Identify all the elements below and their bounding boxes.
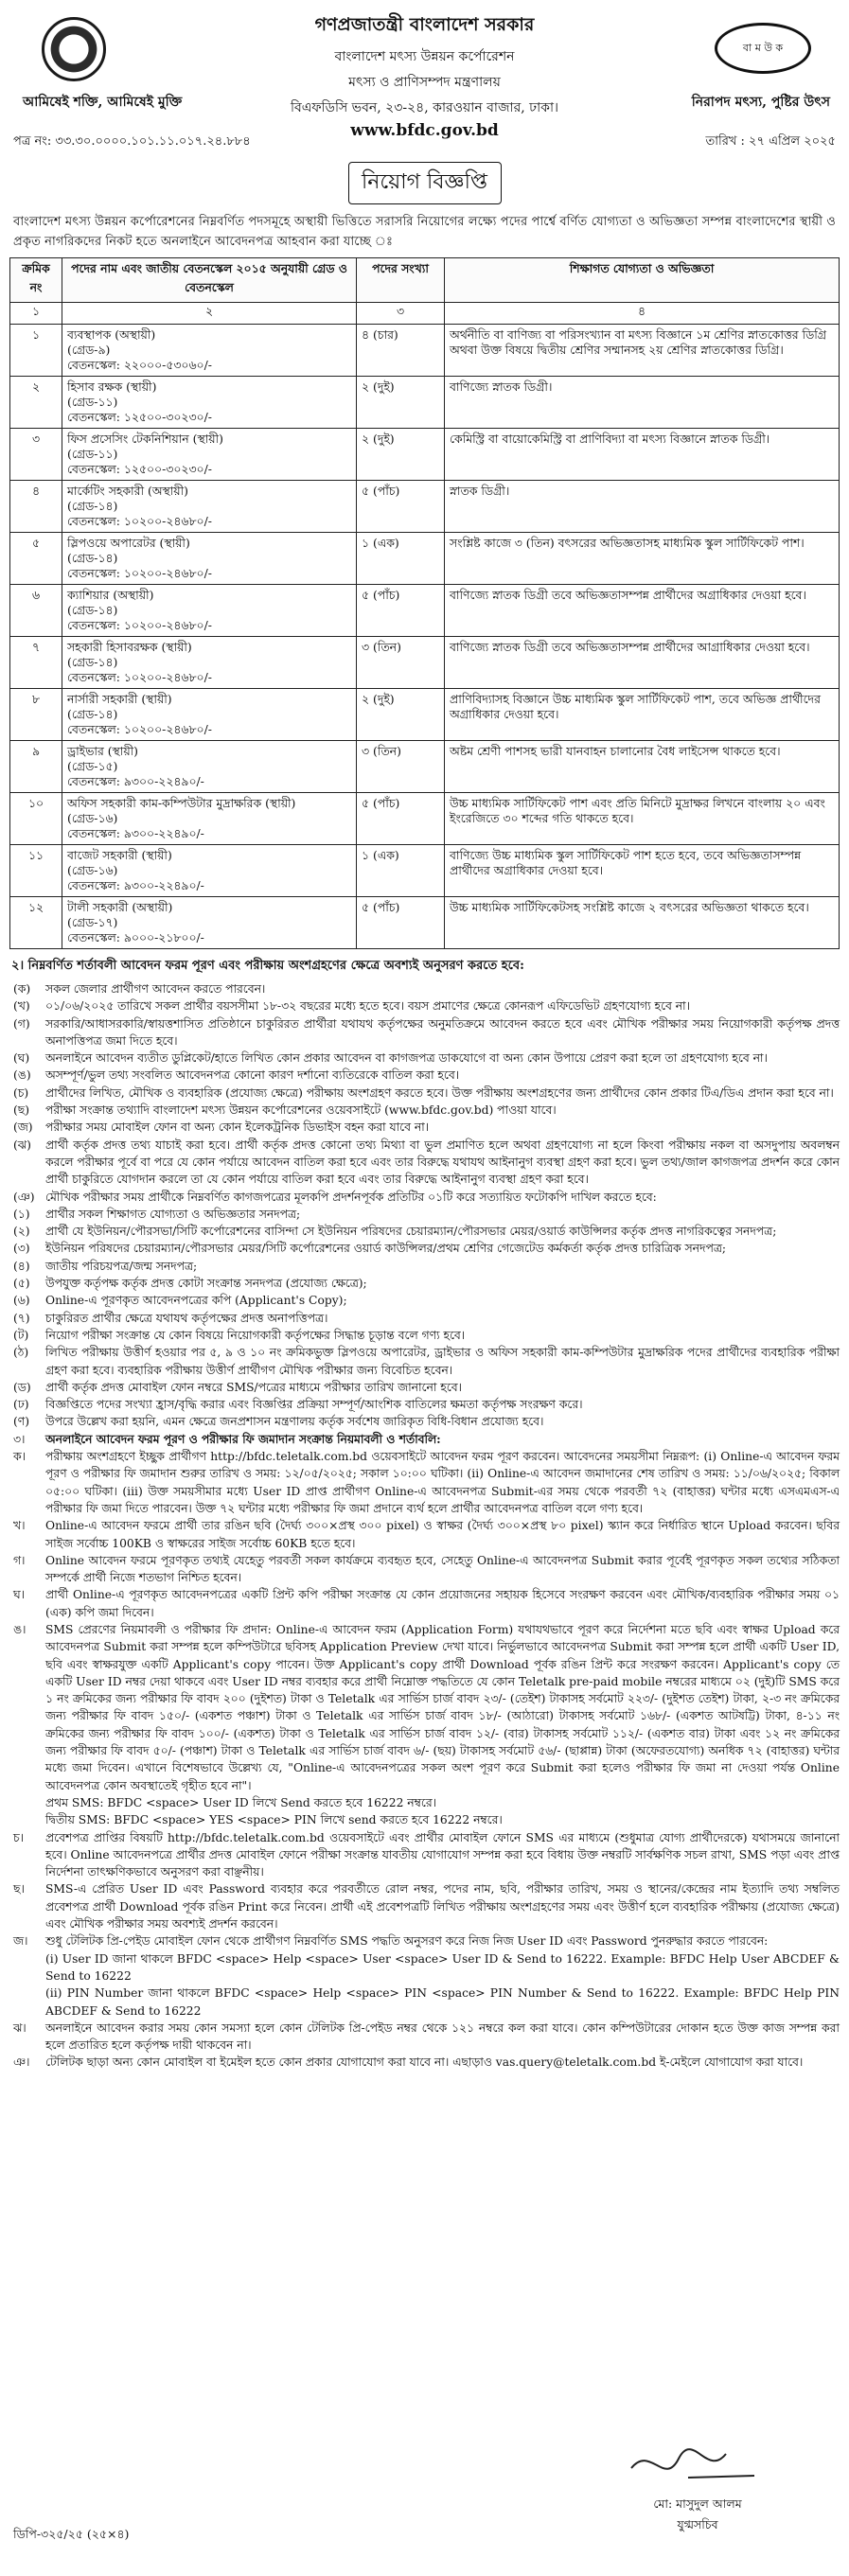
rule-label: (খ)	[13, 999, 30, 1014]
rule-item	[9, 1794, 840, 1811]
rule-item	[9, 1829, 840, 1881]
rule-item	[9, 1137, 840, 1189]
table-row	[10, 637, 840, 689]
cell-post	[62, 741, 357, 793]
rule-item	[9, 1396, 840, 1413]
rule-text: অনলাইনে আবেদন ব্যতীত ডুপ্লিকেট/হাতে লিখিত কোন প্রকার আবেদন বা কাগজপত্র ডাকযোগে বা অন্য কোন উপায়ে প্রেরণ করা হলে তা গ্রহণযোগ্য হবে না।	[45, 1051, 768, 1066]
table-row	[10, 325, 840, 377]
post-name: ড্রাইভার (স্থায়ী)	[67, 744, 139, 758]
footer-code: ডিপি-৩২৫/২৫ (২৫×৪)	[13, 2527, 130, 2541]
cell-serial: ৫	[10, 533, 62, 585]
signatory-name: মো: মাসুদুল আলম	[653, 2497, 742, 2511]
cell-serial: ১২	[10, 897, 62, 949]
rule-item	[9, 1223, 840, 1240]
rule-label: (৪)	[13, 1259, 30, 1273]
slogan-left: আমিষেই শক্তি, আমিষেই মুক্তি	[23, 95, 183, 110]
rule-text: প্রার্থী কর্তৃক প্রদত্ত তথ্য যাচাই করা হবে। প্রার্থী কর্তৃক প্রদত্ত কোনো তথ্য মিথ্যা বা ভুল প্রমাণিত হলে অথবা গ্রহণযোগ্য না হলে কিংবা পরীক্ষায় নকল বা অসদুপায় অবলম্বন করলে পরীক্ষার পূর্বে বা পরে যে কোন পর্যায়ে আবেদন বাতিল করা হবে এবং তার বিরুদ্ধে যথাযথ আইনানুগ ব্যবস্থা গ্রহণ করা হবে। ভুল তথ্য/জাল কাগজপত্র প্রদর্শন করে কোন প্রার্থী চাকুরিতে যোগদান করলে তা যে কোন পর্যায়ে বাতিল করা হবে এবং তার বিরুদ্ধে আইনানুগ ব্যবস্থা গ্রহণ করা হবে।	[45, 1138, 840, 1187]
col-number: ৩	[357, 303, 445, 325]
post-name: টালী সহকারী (অস্থায়ী)	[67, 900, 173, 914]
rules-heading: ২। নিম্নবর্ণিত শর্তাবলী আবেদন ফরম পূরণ এবং পরীক্ষায় অংশগ্রহণের ক্ষেত্রে অবশ্যই অনুসরণ করতে হবে:	[11, 959, 524, 973]
cell-qualification: সংশ্লিষ্ট কাজে ৩ (তিন) বৎসরের অভিজ্ঞতাসহ মাধ্যমিক স্কুল সার্টিফিকেট পাশ।	[445, 533, 840, 585]
handwritten-signature	[593, 2440, 802, 2493]
rule-item	[9, 1932, 840, 1950]
rule-label: (ড)	[13, 1380, 31, 1394]
government-name: গণপ্রজাতন্ত্রী বাংলাদেশ সরকার	[314, 14, 535, 35]
rule-item	[9, 1448, 840, 1517]
rule-label	[9, 1811, 45, 1828]
rule-text: Online-এ আবেদন ফরমে প্রার্থী তার রঙিন ছবি (দৈর্ঘ্য ৩০০×প্রস্থ ৩০০ pixel) ও স্বাক্ষর (দৈর্ঘ্য ৩০০×প্রস্থ ৮০ pixel) স্ক্যান করে নির্ধারিত স্থানে Upload করবেন। ছবির সাইজ সর্বোচ্চ 100KB ও স্বাক্ষরের সাইজ সর্বোচ্চ 60KB হতে হবে।	[45, 1519, 840, 1550]
rule-text: প্রার্থী Online-এ পূরণকৃত আবেদনপত্রের একটি প্রিন্ট কপি পরীক্ষা সংক্রান্ত যে কোন প্রয়োজনের সহায়ক হিসেবে সংরক্ষণ করবেন এবং মৌখিক/ব্যবহারিক পরীক্ষার সময় ০১ (এক) কপি জমা দিবেন।	[45, 1588, 840, 1619]
cell-post	[62, 429, 357, 481]
post-name: স্লিপওয়ে অপারেটর (স্থায়ী)	[67, 536, 190, 550]
post-grade: (গ্রেড-১৫)	[67, 759, 118, 773]
rule-text: প্রার্থী যে ইউনিয়ন/পৌরসভা/সিটি কর্পোরেশনের বাসিন্দা সে ইউনিয়ন পরিষদের চেয়ারম্যান/পৌরসভার মেয়র/ওয়ার্ড কাউন্সিলর কর্তৃক প্রদত্ত নাগরিকত্বের সনদপত্র;	[45, 1225, 777, 1239]
rule-item	[9, 997, 840, 1015]
cell-post	[62, 689, 357, 741]
signature-block	[593, 2440, 802, 2536]
rule-label: (চ)	[13, 1085, 29, 1100]
cell-post	[62, 793, 357, 845]
rule-label: (৩)	[13, 1242, 30, 1256]
cell-qualification: কেমিস্ট্রি বা বায়োকেমিস্ট্রি বা প্রাণিবিদ্যা বা মৎস্য বিজ্ঞানে স্নাতক ডিগ্রী।	[445, 429, 840, 481]
cell-count: ২ (দুই)	[357, 689, 445, 741]
rule-text: প্রার্থীর সকল শিক্ষাগত যোগ্যতা ও অভিজ্ঞতার সনদপত্র;	[45, 1207, 301, 1221]
rule-item	[9, 1950, 840, 1985]
intro-paragraph: বাংলাদেশ মৎস্য উন্নয়ন কর্পোরেশনের নিম্নবর্ণিত পদসমূহে অস্থায়ী ভিত্তিতে সরাসরি নিয়োগের লক্ষ্যে পদের পার্শ্বে বর্ণিত যোগ্যতা ও অভিজ্ঞতা সম্পন্ন বাংলাদেশের স্থায়ী ও প্রকৃত নাগরিকদের নিকট হতে অনলাইনে আবেদনপত্র আহবান করা যাচ্ছে ঃ	[13, 215, 836, 249]
cell-count: ২ (দুই)	[357, 429, 445, 481]
cell-count: ১ (এক)	[357, 845, 445, 897]
rule-text: (i) User ID জানা থাকলে BFDC <space> Help <space> User <space> User ID & Send to 16222. Example: BFDC Help User ABCDEF & Send to 16222	[45, 1951, 840, 1983]
post-grade: (গ্রেড-৯)	[67, 343, 111, 357]
rule-item	[9, 1327, 840, 1344]
rule-text: সকল জেলার প্রার্থীগণ আবেদন করতে পারবেন।	[45, 982, 266, 996]
rule-text: মৌখিক পরীক্ষার সময় প্রার্থীকে নিম্নবর্ণিত কাগজপত্রের মূলকপি প্রদর্শনপূর্বক প্রতিটির ০১টি করে সত্যায়িত ফটোকপি দাখিল করতে হবে:	[45, 1190, 657, 1204]
col-number: ৪	[445, 303, 840, 325]
post-scale: বেতনস্কেল: ১০২০০-২৪৬৮০/-	[67, 618, 212, 632]
rule-text: শুধু টেলিটক প্রি-পেইড মোবাইল ফোন থেকে প্রার্থীগণ নিম্নবর্ণিত SMS পদ্ধতি অনুসরণ করে নিজ নিজ User ID এবং Password পুনরুদ্ধার করতে পারবেন:	[45, 1934, 769, 1949]
cell-qualification: অর্থনীতি বা বাণিজ্য বা পরিসংখ্যান বা মৎস্য বিজ্ঞানে ১ম শ্রেণির স্নাতকোত্তর ডিগ্রি অথবা উক্ত বিষয়ে দ্বিতীয় শ্রেণির সম্মানসহ ২য় শ্রেণির স্নাতকোত্তর ডিগ্রি।	[445, 325, 840, 377]
rule-text: (ii) PIN Number জানা থাকলে BFDC <space> Help <space> PIN <space> PIN Number & Send to 16222. Example: BFDC Help PIN ABCDEF & Send to 16222	[45, 1986, 840, 2018]
cell-qualification: বাণিজ্যে স্নাতক ডিগ্রী তবে অভিজ্ঞতাসম্পন্ন প্রার্থীদের অগ্রাধিকার দেওয়া হবে।	[445, 585, 840, 637]
rule-text: লিখিত পরীক্ষায় উত্তীর্ণ হওয়ার পর ৫, ৯ ও ১০ নং ক্রমিকভুক্ত স্লিপওয়ে অপারেটর, ড্রাইভার ও অফিস সহকারী কাম-কম্পিউটার মুদ্রাক্ষরিক পদের প্রার্থীদের ব্যবহারিক পরীক্ষা গ্রহণ করা হবে। ব্যবহারিক পরীক্ষায় উত্তীর্ণ প্রার্থীগণ মৌখিক পরীক্ষার জন্য বিবেচিত হবেন।	[45, 1346, 840, 1377]
cell-post	[62, 533, 357, 585]
rule-label: (ঙ)	[13, 1068, 31, 1083]
signatory-title: যুগ্মসচিব	[677, 2517, 718, 2532]
post-grade: (গ্রেড-১৪)	[67, 499, 118, 513]
table-row	[10, 793, 840, 845]
table-row	[10, 377, 840, 429]
cell-qualification: স্নাতক ডিগ্রী।	[445, 481, 840, 533]
header-count: পদের সংখ্যা	[357, 258, 445, 303]
table-row	[10, 741, 840, 793]
header-post: পদের নাম এবং জাতীয় বেতনস্কেল ২০১৫ অনুযায়ী গ্রেড ও বেতনস্কেল	[62, 258, 357, 303]
post-name: বাজেট সহকারী (স্থায়ী)	[67, 848, 172, 862]
website-link[interactable]: www.bfdc.gov.bd	[350, 121, 499, 140]
rule-label: চ।	[13, 1830, 25, 1844]
post-name: অফিস সহকারী কাম-কম্পিউটার মুদ্রাক্ষরিক (স্থায়ী)	[67, 796, 296, 810]
rules-list	[9, 980, 840, 2072]
rule-label: (ঝ)	[13, 1138, 31, 1152]
post-scale: বেতনস্কেল: ৯০০০-২১৮০০/-	[67, 930, 204, 944]
post-grade: (গ্রেড-১৬)	[67, 811, 118, 825]
rule-label: (জ)	[13, 1120, 33, 1135]
rule-text: চাকুরিরত প্রার্থীর ক্ষেত্রে যথাযথ কর্তৃপক্ষের প্রদত্ত অনাপত্তিপত্র।	[45, 1311, 328, 1325]
rule-item	[9, 1258, 840, 1275]
rule-label: (ছ)	[13, 1103, 30, 1118]
cell-count: ৫ (পাঁচ)	[357, 585, 445, 637]
office-address: বিএফডিসি ভবন, ২৩-২৪, কারওয়ান বাজার, ঢাকা।	[290, 100, 559, 115]
header-qualification: শিক্ষাগত যোগ্যতা ও অভিজ্ঞতা	[445, 258, 840, 303]
post-grade: (গ্রেড-১৪)	[67, 655, 118, 669]
post-grade: (গ্রেড-১৪)	[67, 603, 118, 617]
rule-label: (ঘ)	[13, 1051, 30, 1066]
rule-text: প্রার্থীদের লিখিত, মৌখিক ও ব্যবহারিক (প্রযোজ্য ক্ষেত্রে) পরীক্ষায় অংশগ্রহণ করতে হবে। উক্ত পরীক্ষায় অংশগ্রহণের জন্য প্রার্থীদের কোন প্রকার টিএ/ডিএ প্রদান করা হবে না।	[45, 1085, 834, 1100]
rule-text: দ্বিতীয় SMS: BFDC <space> YES <space> PIN লিখে send করতে হবে 16222 নম্বরে।	[45, 1813, 503, 1827]
rule-text: প্রবেশপত্র প্রাপ্তির বিষয়টি http://bfdc.teletalk.com.bd ওয়েবসাইটে এবং প্রার্থীর মোবাইল ফোনে SMS এর মাধ্যমে (শুধুমাত্র যোগ্য প্রার্থীদেরকে) যথাসময়ে জানানো হবে। Online আবেদনপত্রে প্রার্থীর প্রদত্ত মোবাইল ফোনে পরীক্ষা সংক্রান্ত যাবতীয় যোগাযোগ সম্পন্ন করা হবে বিধায় উক্ত নম্বরটি সার্বক্ষণিক সচল রাখা, SMS পড়া এবং প্রাপ্ত নির্দেশনা তাৎক্ষণিকভাবে অনুসরণ করা বাঞ্ছনীয়।	[45, 1830, 840, 1879]
rule-text: বিজ্ঞপ্তিতে পদের সংখ্যা হ্রাস/বৃদ্ধি করার এবং বিজ্ঞপ্তির প্রক্রিয়া সম্পূর্ণ/আংশিক বাতিলের ক্ষমতা কর্তৃপক্ষ সংরক্ষণ করে।	[45, 1398, 583, 1412]
cell-serial: ১০	[10, 793, 62, 845]
rule-text: টেলিটক ছাড়া অন্য কোন মোবাইল বা ইমেইল হতে কোন প্রকার যোগাযোগ করা যাবে না। এছাড়াও vas.query@teletalk.com.bd ই-মেইলে যোগাযোগ করা যাবে।	[45, 2056, 804, 2070]
slogan-right: নিরাপদ মৎস্য, পুষ্টির উৎস	[691, 95, 830, 110]
rule-text: Online আবেদন ফরমে পূরণকৃত তথ্যই যেহেতু পরবর্তী সকল কার্যক্রমে ব্যবহৃত হবে, সেহেতু Online-এ আবেদনপত্র Submit করার পূর্বেই পূরণকৃত সকল তথ্যের সঠিকতা সম্পর্কে প্রার্থী নিজে শতভাগ নিশ্চিত হবেন।	[45, 1553, 840, 1585]
rule-text: জাতীয় পরিচয়পত্র/জন্ম সনদপত্র;	[45, 1259, 198, 1273]
cell-post	[62, 637, 357, 689]
rule-label: ক।	[13, 1450, 27, 1464]
memo-number: পত্র নং: ৩৩.৩০.০০০০.১০১.১১.০১৭.২৪.৮৮৪	[13, 134, 251, 149]
notice-page	[9, 9, 840, 2567]
cell-post	[62, 325, 357, 377]
post-grade: (গ্রেড-১১)	[67, 395, 118, 409]
rule-text: অসম্পূর্ণ/ভুল তথ্য সংবলিত আবেদনপত্র কোনো কারণ দর্শানো ব্যতিরেকে বাতিল করা হবে।	[45, 1068, 460, 1083]
rule-text: অনলাইনে আবেদন ফরম পূরণ ও পরীক্ষার ফি জমাদান সংক্রান্ত নিয়মাবলী ও শর্তাবলি:	[45, 1431, 441, 1446]
post-scale: বেতনস্কেল: ৯৩০০-২২৪৯০/-	[67, 774, 204, 788]
post-scale: বেতনস্কেল: ১০২০০-২৪৬৮০/-	[67, 514, 212, 528]
post-grade: (গ্রেড-১৪)	[67, 551, 118, 565]
corporation-name: বাংলাদেশ মৎস্য উন্নয়ন কর্পোরেশন	[334, 49, 515, 64]
logo-text: বা ম উ ক	[742, 41, 784, 54]
rule-item	[9, 1985, 840, 2020]
rule-text: প্রথম SMS: BFDC <space> User ID লিখে Send করতে হবে 16222 নম্বরে।	[45, 1795, 436, 1809]
cell-count: ৫ (পাঁচ)	[357, 793, 445, 845]
post-scale: বেতনস্কেল: ১২৫০০-৩০২৩০/-	[67, 462, 212, 476]
posts-table	[9, 257, 840, 949]
rule-text: উপযুক্ত কর্তৃপক্ষ কর্তৃক প্রদত্ত কোটা সংক্রান্ত সনদপত্র (প্রযোজ্য ক্ষেত্রে);	[45, 1277, 367, 1291]
rule-label: (ক)	[13, 982, 31, 996]
table-row	[10, 897, 840, 949]
rule-item	[9, 1102, 840, 1119]
rule-label: (৬)	[13, 1294, 30, 1308]
rule-text: SMS প্রেরণের নিয়মাবলী ও পরীক্ষার ফি প্রদান: Online-এ আবেদন ফরম (Application Form) যথাযথভাবে পূরণ করে নির্দেশনা মতে ছবি এবং স্বাক্ষর Upload করে আবেদনপত্র Submit করা সম্পন্ন হলে কম্পিউটারে ছবিসহ Application Preview দেখা যাবে। নির্ভুলভাবে আবেদনপত্র Submit করা সম্পন্ন হলে প্রার্থী একটি User ID, ছবি এবং স্বাক্ষরযুক্ত একটি Applicant's copy পাবেন। উক্ত Applicant's copy প্রার্থী Download পূর্বক রঙিন প্রিন্ট করে সংরক্ষণ করবেন। Applicant's copy তে একটি User ID নম্বর দেয়া থাকবে এবং User ID নম্বর ব্যবহার করে প্রার্থী নিম্নোক্ত পদ্ধতিতে যে কোন Teletalk pre-paid mobile নম্বরের মাধ্যমে ০২ (দুই)টি SMS করে ১ নং ক্রমিকের জন্য পরীক্ষার ফি বাবদ ২০০ (দুইশত) টাকা ও Teletalk এর সার্ভিস চার্জ বাবদ ২৩/- (তেইশ) টাকাসহ সর্বমোট ২২৩/- (দুইশত তেইশ) টাকা, ২-৩ নং ক্রমিকের জন্য পরীক্ষার ফি বাবদ ১৫০/- (একশত পঞ্চাশ) টাকা ও Teletalk এর সার্ভিস চার্জ বাবদ ১৮/- (আঠারো) টাকাসহ সর্বমোট ১৬৮/- (একশত আটষট্টি) টাকা, ৪-১১ নং ক্রমিকের জন্য পরীক্ষার ফি বাবদ ১০০/- (একশত) টাকা ও Teletalk এর সার্ভিস চার্জ বাবদ ১২/- (বার) টাকাসহ সর্বমোট ১১২/- (একশত বার) টাকা এবং ১২ নং ক্রমিকের জন্য পরীক্ষার ফি বাবদ ৫০/- (পঞ্চাশ) টাকা ও Teletalk এর সার্ভিস চার্জ বাবদ ৬/- (ছয়) টাকাসহ সর্বমোট ৫৬/- (ছাপ্পান্ন) টাকা (অফেরতযোগ্য) অনধিক ৭২ (বাহাত্তর) ঘন্টার মধ্যে জমা দিবেন। এখানে বিশেষভাবে উল্লেখ্য যে, "Online-এ আবেদনপত্রের সকল অংশ পূরণ করে Submit করা হলেও পরীক্ষার ফি জমা না দেওয়া পর্যন্ত Online আবেদনপত্র কোন অবস্থাতেই গৃহীত হবে না"।	[45, 1622, 840, 1792]
rule-label: (গ)	[13, 1016, 30, 1031]
post-grade: (গ্রেড-১৬)	[67, 863, 118, 877]
rule-item	[9, 1067, 840, 1084]
table-row	[10, 481, 840, 533]
rule-label	[9, 1985, 45, 2020]
cell-post	[62, 897, 357, 949]
rule-text: অনলাইনে আবেদন করার সময় কোন সমস্যা হলে কোন টেলিটক প্রি-পেইড নম্বর থেকে ১২১ নম্বরে কল করা যাবে। কোন কম্পিউটারের দোকান হতে উক্ত কাজ সম্পন্ন করা হলে প্রতারিত হলে কর্তৃপক্ষ দায়ী থাকবেন না।	[45, 2020, 840, 2053]
table-row	[10, 429, 840, 481]
rule-label: ঘ।	[13, 1588, 25, 1602]
rule-item	[9, 1586, 840, 1621]
cell-qualification: অষ্টম শ্রেণী পাশসহ ভারী যানবাহন চালানোর বৈধ লাইসেন্স থাকতে হবে।	[445, 741, 840, 793]
cell-serial: ২	[10, 377, 62, 429]
post-grade: (গ্রেড-১৭)	[67, 915, 118, 929]
cell-post	[62, 481, 357, 533]
cell-post	[62, 585, 357, 637]
rule-label: (ণ)	[13, 1415, 30, 1429]
rule-text: উপরে উল্লেখ করা হয়নি, এমন ক্ষেত্রে জনপ্রশাসন মন্ত্রণালয় কর্তৃক সর্বশেষ জারিকৃত বিধি-বিধান প্রযোজ্য হবে।	[45, 1415, 544, 1429]
rule-text: ০১/০৬/২০২৫ তারিখে সকল প্রার্থীর বয়সসীমা ১৮-৩২ বছরের মধ্যে হতে হবে। বয়স প্রমাণের ক্ষেত্রে কোনরূপ এফিডেভিট গ্রহণযোগ্য হবে না।	[45, 999, 691, 1014]
cell-count: ৪ (চার)	[357, 325, 445, 377]
cell-count: ৫ (পাঁচ)	[357, 481, 445, 533]
rule-label: (৭)	[13, 1311, 30, 1325]
rule-item	[9, 2020, 840, 2055]
rule-text: পরীক্ষার সময় মোবাইল ফোন বা অন্য কোন ইলেকট্রনিক ডিভাইস বহন করা যাবে না।	[45, 1120, 430, 1135]
rule-item	[9, 1811, 840, 1828]
ministry-name: মৎস্য ও প্রাণিসম্পদ মন্ত্রণালয়	[348, 75, 501, 90]
rule-label: গ।	[13, 1553, 26, 1567]
rule-label: (৫)	[13, 1277, 30, 1291]
rule-item	[9, 1050, 840, 1067]
rule-label: (ঢ)	[13, 1398, 29, 1412]
rule-text: নিয়োগ পরীক্ষা সংক্রান্ত যে কোন বিষয়ে নিয়োগকারী কর্তৃপক্ষের সিদ্ধান্ত চূড়ান্ত বলে গণ্য হবে।	[45, 1328, 466, 1342]
rule-item	[9, 1292, 840, 1309]
table-row	[10, 689, 840, 741]
rule-label	[9, 1794, 45, 1811]
rule-label: ৩।	[13, 1432, 26, 1446]
rule-item	[9, 1517, 840, 1552]
cell-serial: ৭	[10, 637, 62, 689]
table-row	[10, 533, 840, 585]
rule-item	[9, 1119, 840, 1136]
rule-label: ঙ।	[13, 1622, 27, 1636]
post-scale: বেতনস্কেল: ১০২০০-২৪৬৮০/-	[67, 670, 212, 684]
post-scale: বেতনস্কেল: ৯৩০০-২২৪৯০/-	[67, 878, 204, 892]
rule-text: ইউনিয়ন পরিষদের চেয়ারম্যান/পৌরসভার মেয়র/সিটি কর্পোরেশনের ওয়ার্ড কাউন্সিলর/প্রথম শ্রেণির গেজেটেড কর্মকর্তা কর্তৃক প্রদত্ত চারিত্রিক সনদপত্র;	[45, 1242, 726, 1256]
rule-item	[9, 1189, 840, 1206]
rule-label: ছ।	[13, 1882, 25, 1897]
post-scale: বেতনস্কেল: ১২৫০০-৩০২৩০/-	[67, 410, 212, 424]
cell-serial: ৮	[10, 689, 62, 741]
header-serial: ক্রমিক নং	[10, 258, 62, 303]
cell-serial: ৬	[10, 585, 62, 637]
post-name: সহকারী হিসাবরক্ষক (স্থায়ী)	[67, 640, 192, 654]
rule-item	[9, 1344, 840, 1379]
cell-count: ১ (এক)	[357, 533, 445, 585]
rule-item	[9, 1240, 840, 1257]
col-number: ২	[62, 303, 357, 325]
rule-text: Online-এ পূরণকৃত আবেদনপত্রের কপি (Applicant's Copy);	[45, 1294, 347, 1308]
post-name: ব্যবস্থাপক (অস্থায়ী)	[67, 327, 156, 342]
cell-qualification: উচ্চ মাধ্যমিক সার্টিফিকেটসহ সংশ্লিষ্ট কাজে ২ বৎসরের অভিজ্ঞতা থাকতে হবে।	[445, 897, 840, 949]
cell-serial: ৩	[10, 429, 62, 481]
post-scale: বেতনস্কেল: ২২০০০-৫৩০৬০/-	[67, 358, 212, 372]
cell-qualification: প্রাণিবিদ্যাসহ বিজ্ঞানে উচ্চ মাধ্যমিক স্কুল সার্টিফিকেট পাশ, তবে অভিজ্ঞ প্রার্থীদের অগ্রাধিকার দেওয়া হবে।	[445, 689, 840, 741]
post-scale: বেতনস্কেল: ৯৩০০-২২৪৯০/-	[67, 826, 204, 840]
post-scale: বেতনস্কেল: ১০২০০-২৪৬৮০/-	[67, 566, 212, 580]
rule-label: (১)	[13, 1207, 30, 1221]
rule-item	[9, 2054, 840, 2071]
table-row	[10, 845, 840, 897]
rule-item	[9, 1310, 840, 1327]
cell-count: ৩ (তিন)	[357, 741, 445, 793]
cell-serial: ১১	[10, 845, 62, 897]
rule-label: (ট)	[13, 1328, 29, 1342]
cell-count: ৫ (পাঁচ)	[357, 897, 445, 949]
table-row	[10, 585, 840, 637]
cell-qualification: বাণিজ্যে স্নাতক ডিগ্রী তবে অভিজ্ঞতাসম্পন্ন প্রার্থীদের আগ্রাধিকার দেওয়া হবে।	[445, 637, 840, 689]
rule-label: ঞ।	[13, 2056, 30, 2070]
rule-text: সরকারি/আধাসরকারি/স্বায়ত্তশাসিত প্রতিষ্ঠানে চাকুরিরত প্রার্থীরা যথাযথ কর্তৃপক্ষের অনুমতিক্রমে আবেদন করতে হবে এবং মৌখিক পরীক্ষার সময় নিয়োগকারী কর্তৃপক্ষ প্রদত্ত অনাপত্তিপত্র জমা দিতে হবে।	[45, 1016, 840, 1048]
rule-text: পরীক্ষা সংক্রান্ত তথ্যাদি বাংলাদেশ মৎস্য উন্নয়ন কর্পোরেশনের ওয়েবসাইটে (www.bfdc.gov.bd) পাওয়া যাবে।	[45, 1103, 557, 1118]
rule-item	[9, 1413, 840, 1430]
rule-label: জ।	[13, 1934, 28, 1949]
cell-serial: ৯	[10, 741, 62, 793]
cell-qualification: উচ্চ মাধ্যমিক সার্টিফিকেট পাশ এবং প্রতি মিনিটে মুদ্রাক্ষর লিখনে বাংলায় ২০ এবং ইংরেজিতে ৩০ শব্দের গতি থাকতে হবে।	[445, 793, 840, 845]
rule-item	[9, 1379, 840, 1396]
rule-item	[9, 1621, 840, 1794]
cell-post	[62, 845, 357, 897]
post-name: ক্যাশিয়ার (অস্থায়ী)	[67, 588, 154, 602]
cell-serial: ৪	[10, 481, 62, 533]
rule-text: SMS-এ প্রেরিত User ID এবং Password ব্যবহার করে পরবর্তীতে রোল নম্বর, পদের নাম, ছবি, পরীক্ষার তারিখ, সময় ও স্থানের/কেন্দ্রের নাম ইত্যাদি তথ্য সম্বলিত প্রবেশপত্র প্রার্থী Download পূর্বক রঙিন Print করে নিবেন। প্রার্থী এই প্রবেশপত্রটি লিখিত পরীক্ষায় অংশগ্রহণের সময় এবং উত্তীর্ণ হলে ব্যবহারিক পরীক্ষায় (প্রযোজ্য ক্ষেত্রে) এবং মৌখিক পরীক্ষার সময় অবশ্যই প্রদর্শন করবেন।	[45, 1882, 840, 1932]
notice-date: তারিখ : ২৭ এপ্রিল ২০২৫	[705, 134, 836, 149]
rule-item	[9, 1085, 840, 1102]
rule-item	[9, 1275, 840, 1292]
post-name: ফিস প্রসেসিং টেকনিশিয়ান (স্থায়ী)	[67, 432, 223, 446]
cell-serial: ১	[10, 325, 62, 377]
post-grade: (গ্রেড-১১)	[67, 447, 118, 461]
rule-text: প্রার্থী কর্তৃক প্রদত্ত মোবাইল ফোন নম্বরে SMS/পত্রের মাধ্যমে পরীক্ষার তারিখ জানানো হবে।	[45, 1380, 462, 1394]
post-grade: (গ্রেড-১৪)	[67, 707, 118, 721]
post-name: মার্কেটিং সহকারী (অস্থায়ী)	[67, 484, 188, 498]
rule-label: (ঠ)	[13, 1346, 29, 1360]
post-name: হিসাব রক্ষক (স্থায়ী)	[67, 379, 157, 394]
rule-label	[9, 1950, 45, 1985]
rule-item	[9, 1206, 840, 1223]
cell-qualification: বাণিজ্যে উচ্চ মাধ্যমিক স্কুল সার্টিফিকেট পাশ হতে হবে, তবে অভিজ্ঞতাসম্পন্ন প্রার্থীদের অগ্রাধিকার দেওয়া হবে।	[445, 845, 840, 897]
cell-count: ২ (দুই)	[357, 377, 445, 429]
rule-item	[9, 1015, 840, 1050]
rule-label: খ।	[13, 1519, 26, 1533]
rule-item	[9, 1431, 840, 1448]
rule-label: (২)	[13, 1225, 30, 1239]
cell-qualification: বাণিজ্যে স্নাতক ডিগ্রী।	[445, 377, 840, 429]
notice-title: নিয়োগ বিজ্ঞপ্তি	[348, 162, 502, 204]
post-name: নার্সারী সহকারী (স্থায়ী)	[67, 692, 172, 706]
cell-count: ৩ (তিন)	[357, 637, 445, 689]
rule-item	[9, 1880, 840, 1932]
col-number: ১	[10, 303, 62, 325]
post-scale: বেতনস্কেল: ১০২০০-২৪৬৮০/-	[67, 722, 212, 736]
rule-label: ঝ।	[13, 2020, 27, 2035]
header	[9, 9, 840, 140]
rule-item	[9, 1552, 840, 1587]
cell-post	[62, 377, 357, 429]
rule-label: (ঞ)	[13, 1190, 35, 1204]
rule-text: পরীক্ষায় অংশগ্রহণে ইচ্ছুক প্রার্থীগণ http://bfdc.teletalk.com.bd ওয়েবসাইটে আবেদন ফরম পূরণ করবেন। আবেদনের সময়সীমা নিম্নরূপ: (i) Online-এ আবেদন ফরম পূরণ ও পরীক্ষার ফি জমাদান শুরুর তারিখ ও সময়: ১২/০৫/২০২৫; সকাল ১০:০০ ঘটিকা। (ii) Online-এ আবেদন জমাদানের শেষ তারিখ ও সময়: ১১/০৬/২০২৫; বিকাল ০৫:০০ ঘটিকা। (iii) উক্ত সময়সীমার মধ্যে User ID প্রাপ্ত প্রার্থীগণ Online-এ আবেদনপত্র Submit-এর সময় থেকে পরবর্তী ৭২ (বাহাত্তর) ঘন্টার মধ্যে এসএমএস-এ পরীক্ষার ফি জমা দিতে পারবেন। উক্ত ৭২ ঘন্টার মধ্যে পরীক্ষার ফি জমা প্রদানে ব্যর্থ হলে প্রার্থীর আবেদনপত্র বাতিল বলে গণ্য হবে।	[45, 1450, 840, 1515]
rule-item	[9, 980, 840, 997]
